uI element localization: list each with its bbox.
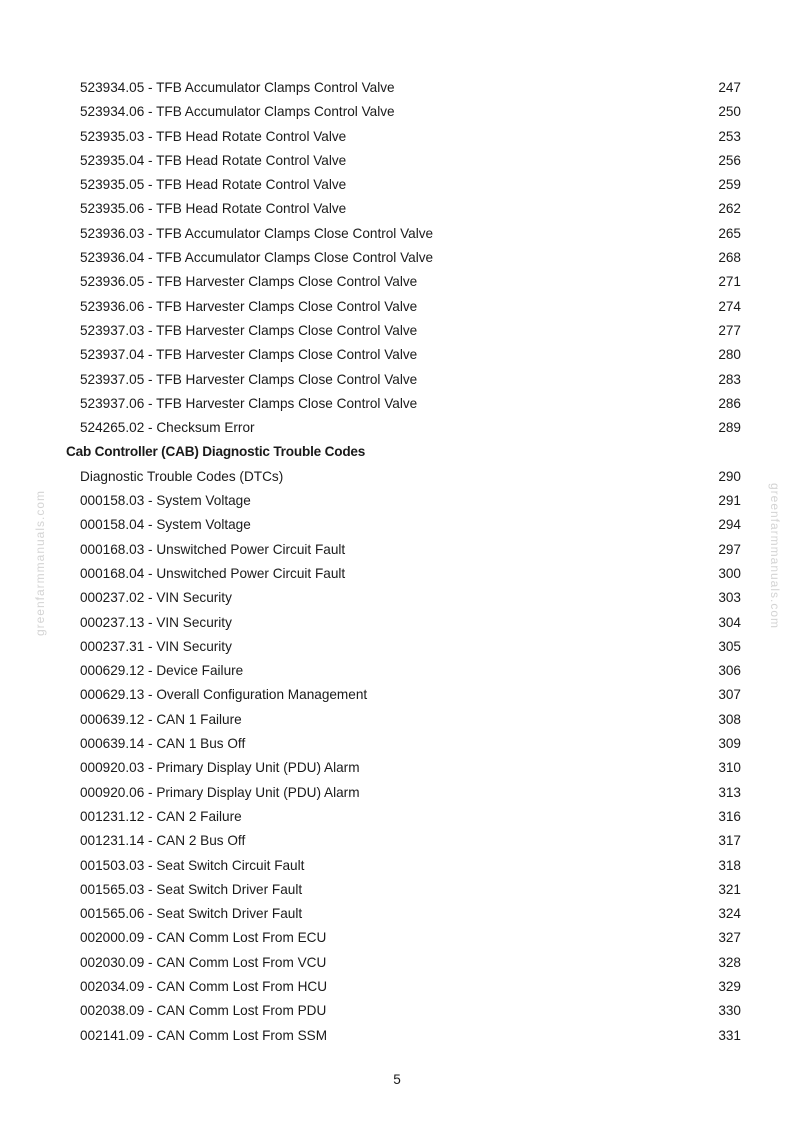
toc-entry[interactable] [0, 197, 794, 221]
toc-entry-title: 523936.05 - TFB Harvester Clamps Close Control Valve [80, 274, 418, 290]
toc-entry-title: 523935.03 - TFB Head Rotate Control Valve [80, 128, 347, 144]
toc-entry-page: 283 [718, 371, 741, 387]
toc-entry-page: 317 [718, 833, 741, 849]
toc-entry-page: 331 [718, 1027, 741, 1043]
toc-entry[interactable] [0, 732, 794, 756]
table-of-contents [0, 76, 794, 1048]
toc-entry-page: 290 [718, 468, 741, 484]
toc-entry[interactable] [0, 125, 794, 149]
toc-entry-page: 277 [718, 322, 741, 338]
toc-entry[interactable] [0, 781, 794, 805]
toc-entry-page: 327 [718, 930, 741, 946]
toc-entry[interactable] [0, 270, 794, 294]
toc-entry-title: 002000.09 - CAN Comm Lost From ECU [80, 930, 327, 946]
toc-entry-title: 001565.03 - Seat Switch Driver Fault [80, 881, 303, 897]
toc-entry-page: 318 [718, 857, 741, 873]
toc-entry[interactable] [0, 489, 794, 513]
toc-entry-title: 523936.03 - TFB Accumulator Clamps Close Control Valve [80, 225, 434, 241]
toc-entry-page: 303 [718, 590, 741, 606]
toc-entry[interactable] [0, 805, 794, 829]
section-title: Cab Controller (CAB) Diagnostic Trouble Codes [66, 444, 366, 460]
toc-entry[interactable] [0, 76, 794, 100]
toc-entry[interactable] [0, 635, 794, 659]
toc-entry-page: 250 [718, 104, 741, 120]
toc-entry-title: 002030.09 - CAN Comm Lost From VCU [80, 954, 327, 970]
toc-entry-page: 307 [718, 687, 741, 703]
toc-entry-page: 259 [718, 177, 741, 193]
watermark-left: greenfarmmanuals.com [33, 489, 48, 637]
toc-entry[interactable] [0, 708, 794, 732]
toc-entry[interactable] [0, 465, 794, 489]
toc-entry-page: 247 [718, 80, 741, 95]
toc-entry-page: 268 [718, 250, 741, 266]
toc-entry-title: 523935.06 - TFB Head Rotate Control Valve [80, 201, 347, 217]
toc-entry-title: 002038.09 - CAN Comm Lost From PDU [80, 1003, 327, 1019]
toc-entry-page: 308 [718, 711, 741, 727]
toc-entry[interactable] [0, 173, 794, 197]
toc-entry[interactable] [0, 659, 794, 683]
toc-entry-title: Diagnostic Trouble Codes (DTCs) [80, 468, 284, 484]
toc-entry-title: 001231.12 - CAN 2 Failure [80, 808, 242, 824]
toc-entry-title: 523935.05 - TFB Head Rotate Control Valve [80, 177, 347, 193]
toc-entry[interactable] [0, 854, 794, 878]
toc-entry-title: 001231.14 - CAN 2 Bus Off [80, 833, 246, 849]
toc-entry-title: 523934.06 - TFB Accumulator Clamps Control Valve [80, 104, 395, 120]
toc-entry-title: 523937.05 - TFB Harvester Clamps Close Control Valve [80, 371, 418, 387]
toc-entry-title: 523935.04 - TFB Head Rotate Control Valve [80, 152, 347, 168]
toc-entry-title: 000158.04 - System Voltage [80, 517, 251, 533]
toc-entry[interactable] [0, 368, 794, 392]
toc-section-heading [0, 440, 794, 464]
page-number: 5 [393, 1072, 401, 1087]
toc-entry[interactable] [0, 319, 794, 343]
toc-entry-page: 253 [718, 128, 741, 144]
toc-entry-title: 001565.06 - Seat Switch Driver Fault [80, 906, 303, 922]
toc-entry[interactable] [0, 416, 794, 440]
toc-entry-title: 000168.04 - Unswitched Power Circuit Fault [80, 565, 346, 581]
toc-entry[interactable] [0, 756, 794, 780]
toc-entry[interactable] [0, 586, 794, 610]
toc-entry-page: 256 [718, 152, 741, 168]
toc-entry-page: 280 [718, 347, 741, 363]
toc-entry[interactable] [0, 538, 794, 562]
toc-entry[interactable] [0, 149, 794, 173]
toc-entry-page: 310 [718, 760, 741, 776]
toc-entry-title: 523936.06 - TFB Harvester Clamps Close Control Valve [80, 298, 418, 314]
toc-entry-page: 294 [718, 517, 741, 533]
toc-entry[interactable] [0, 392, 794, 416]
toc-entry-page: 289 [718, 420, 741, 436]
toc-entry-title: 001503.03 - Seat Switch Circuit Fault [80, 857, 305, 873]
toc-entry-page: 306 [718, 663, 741, 679]
toc-entry[interactable] [0, 611, 794, 635]
toc-entry[interactable] [0, 975, 794, 999]
toc-entry-title: 000237.13 - VIN Security [80, 614, 232, 630]
toc-entry-title: 523937.04 - TFB Harvester Clamps Close Control Valve [80, 347, 418, 363]
toc-entry[interactable] [0, 902, 794, 926]
toc-entry-title: 002141.09 - CAN Comm Lost From SSM [80, 1027, 328, 1043]
watermark-right: greenfarmmanuals.com [768, 482, 783, 630]
toc-entry-title: 000639.14 - CAN 1 Bus Off [80, 736, 246, 752]
toc-entry-page: 297 [718, 541, 741, 557]
toc-entry-page: 321 [718, 881, 741, 897]
toc-entry-page: 291 [718, 493, 741, 509]
toc-entry-page: 328 [718, 954, 741, 970]
toc-entry[interactable] [0, 926, 794, 950]
toc-entry-title: 000237.31 - VIN Security [80, 638, 232, 654]
toc-entry-page: 330 [718, 1003, 741, 1019]
toc-entry-page: 271 [718, 274, 741, 290]
toc-entry-title: 523934.05 - TFB Accumulator Clamps Control Valve [80, 80, 395, 95]
toc-entry-page: 286 [718, 395, 741, 411]
toc-entry-title: 523937.06 - TFB Harvester Clamps Close Control Valve [80, 395, 418, 411]
toc-entry-page: 324 [718, 906, 741, 922]
toc-entry-title: 524265.02 - Checksum Error [80, 420, 255, 436]
toc-entry-title: 002034.09 - CAN Comm Lost From HCU [80, 978, 328, 994]
toc-entry-title: 000629.13 - Overall Configuration Management [80, 687, 368, 703]
toc-entry[interactable] [0, 999, 794, 1023]
toc-entry-title: 523936.04 - TFB Accumulator Clamps Close Control Valve [80, 250, 434, 266]
toc-entry-title: 000629.12 - Device Failure [80, 663, 244, 679]
toc-entry-page: 304 [718, 614, 741, 630]
toc-entry[interactable] [0, 222, 794, 246]
toc-entry[interactable] [0, 829, 794, 853]
toc-entry-title: 523937.03 - TFB Harvester Clamps Close Control Valve [80, 322, 418, 338]
toc-entry-title: 000920.06 - Primary Display Unit (PDU) Alarm [80, 784, 360, 800]
toc-entry[interactable] [0, 295, 794, 319]
toc-entry[interactable] [0, 1024, 794, 1048]
toc-entry-title: 000920.03 - Primary Display Unit (PDU) Alarm [80, 760, 360, 776]
toc-entry-title: 000639.12 - CAN 1 Failure [80, 711, 242, 727]
toc-entry[interactable] [0, 513, 794, 537]
toc-entry-page: 274 [718, 298, 741, 314]
toc-entry[interactable] [0, 246, 794, 270]
toc-entry[interactable] [0, 562, 794, 586]
toc-entry-page: 265 [718, 225, 741, 241]
toc-entry-page: 309 [718, 736, 741, 752]
toc-entry-page: 262 [718, 201, 741, 217]
toc-entry-title: 000168.03 - Unswitched Power Circuit Fault [80, 541, 346, 557]
toc-entry[interactable] [0, 878, 794, 902]
toc-entry[interactable] [0, 100, 794, 124]
toc-entry-title: 000237.02 - VIN Security [80, 590, 232, 606]
toc-entry-page: 313 [718, 784, 741, 800]
toc-entry-page: 305 [718, 638, 741, 654]
toc-entry[interactable] [0, 951, 794, 975]
toc-entry-page: 300 [718, 565, 741, 581]
toc-entry[interactable] [0, 683, 794, 707]
toc-entry-page: 329 [718, 978, 741, 994]
toc-entry-page: 316 [718, 808, 741, 824]
toc-entry-title: 000158.03 - System Voltage [80, 493, 251, 509]
toc-entry[interactable] [0, 343, 794, 367]
